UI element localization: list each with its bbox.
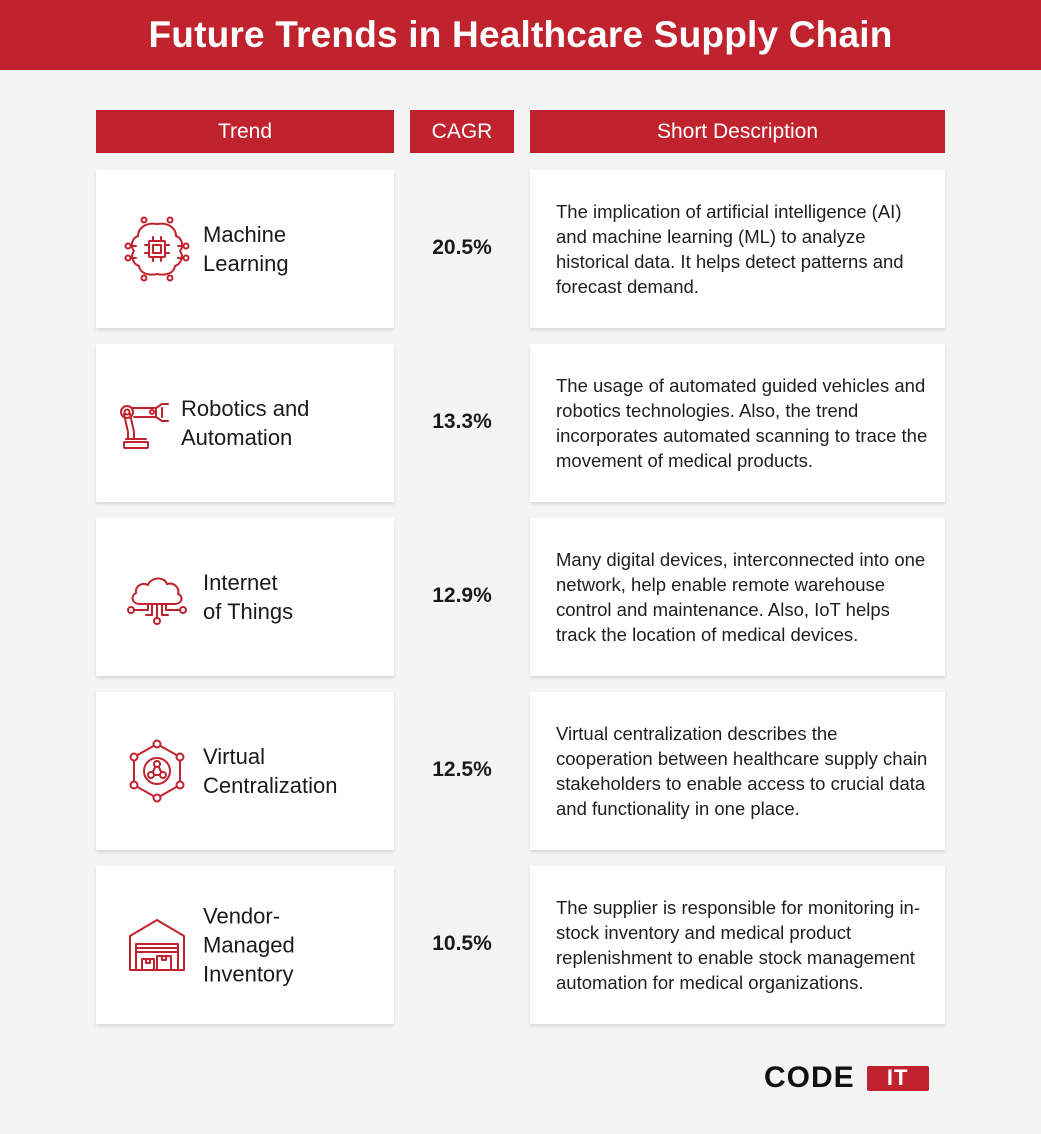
- cloud-network-icon: [124, 564, 190, 630]
- warehouse-icon: [124, 912, 190, 978]
- trend-label-line: Robotics and: [181, 396, 310, 421]
- description-card: [530, 518, 945, 676]
- cagr-value: 12.5%: [432, 758, 492, 781]
- title-banner: [0, 0, 1041, 70]
- trend-label-line: of Things: [203, 599, 294, 624]
- trend-label-line: Vendor-: [203, 903, 281, 929]
- trend-label-line: Managed: [203, 932, 295, 958]
- description-text: The supplier is responsible for monitoring in-stock inventory and medical product replenishment to enable stock management automation for medical organizations.: [556, 897, 921, 993]
- header-trend: Trend: [96, 110, 394, 153]
- trend-card-machine-learning: [96, 170, 394, 328]
- trend-label-line: Centralization: [203, 773, 338, 798]
- description-text: The implication of artificial intelligence (AI) and machine learning (ML) to analyze historical data. It helps detect patterns and forecast demand.: [556, 201, 904, 297]
- trend-label: [203, 220, 383, 278]
- trend-label: [203, 568, 383, 626]
- logo-it-badge: IT: [867, 1066, 929, 1091]
- brain-chip-icon: [124, 216, 190, 282]
- header-cagr: CAGR: [410, 110, 514, 153]
- trend-label-line: Automation: [181, 425, 293, 450]
- trend-label-line: Internet: [203, 570, 278, 595]
- description-text: Many digital devices, interconnected into one network, help enable remote warehouse control and maintenance. Also, IoT helps track the location of medical devices.: [556, 549, 926, 645]
- brand-logo: [764, 1061, 929, 1094]
- description-card: [530, 170, 945, 328]
- cagr-value: 12.9%: [432, 584, 492, 607]
- cagr-value: 13.3%: [432, 410, 492, 433]
- hexagon-network-icon: [124, 738, 190, 804]
- trend-label-line: Virtual: [203, 744, 265, 769]
- description-card: [530, 866, 945, 1024]
- description-card: [530, 692, 945, 850]
- trend-label: [203, 902, 383, 989]
- trend-label-line: Machine: [203, 222, 287, 247]
- header-description: Short Description: [530, 110, 945, 153]
- description-text: Virtual centralization describes the cooperation between healthcare supply chain stakeholders to enable access to crucial data and functionality in one place.: [556, 723, 928, 819]
- trend-card-iot: [96, 518, 394, 676]
- logo-code-text: CODE: [764, 1061, 855, 1094]
- trend-label: [203, 742, 383, 800]
- cagr-value: 10.5%: [432, 932, 492, 955]
- trend-label: [181, 394, 361, 452]
- robot-arm-icon: [114, 390, 180, 456]
- trend-label-line: Inventory: [203, 961, 294, 987]
- trend-label-line: Learning: [203, 251, 289, 276]
- description-card: [530, 344, 945, 502]
- trend-card-robotics: [96, 344, 394, 502]
- trend-card-virtual-centralization: [96, 692, 394, 850]
- cagr-value: 20.5%: [432, 236, 492, 259]
- description-text: The usage of automated guided vehicles and robotics technologies. Also, the trend incorporates automated scanning to trace the movement of medical products.: [556, 375, 928, 471]
- page-title: Future Trends in Healthcare Supply Chain: [148, 14, 893, 55]
- trend-card-vendor-managed-inventory: [96, 866, 394, 1024]
